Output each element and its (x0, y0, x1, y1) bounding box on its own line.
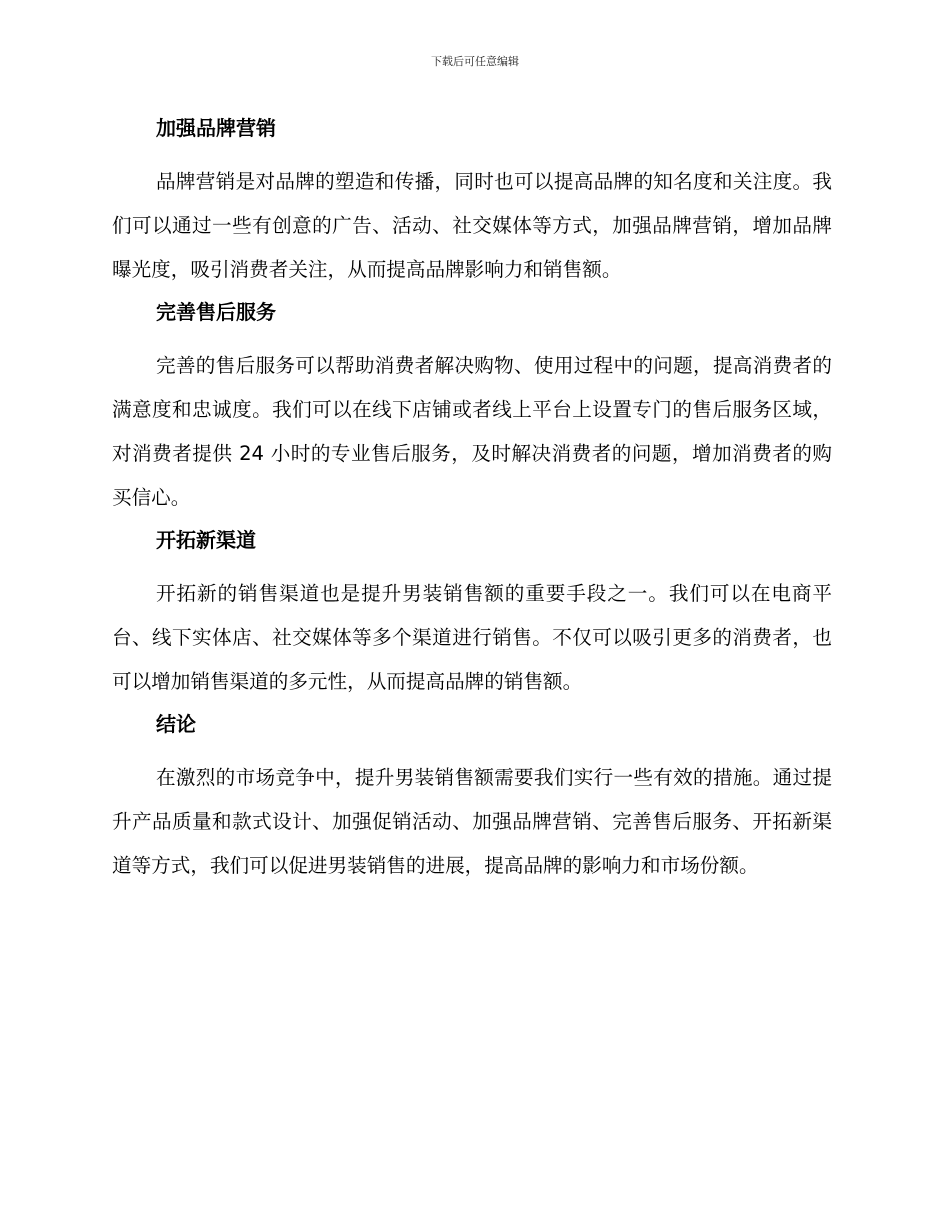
section-body-new-channels: 开拓新的销售渠道也是提升男装销售额的重要手段之一。我们可以在电商平台、线下实体店、社交媒体等多个渠道进行销售。不仅可以吸引更多的消费者，也可以增加销售渠道的多元性，从而提高品牌的销售额。 (112, 582, 832, 693)
section-body-brand-marketing: 品牌营销是对品牌的塑造和传播，同时也可以提高品牌的知名度和关注度。我们可以通过一些有创意的广告、活动、社交媒体等方式，加强品牌营销，增加品牌曝光度，吸引消费者关注，从而提高品牌影响力和销售额。 (112, 170, 832, 281)
section-heading-conclusion: 结论 (156, 712, 196, 736)
section-heading-brand-marketing: 加强品牌营销 (156, 116, 276, 140)
page-header: 下载后可任意编辑 (431, 55, 519, 68)
section-body-after-sales: 完善的售后服务可以帮助消费者解决购物、使用过程中的问题，提高消费者的满意度和忠诚度。我们可以在线下店铺或者线上平台上设置专门的售后服务区域，对消费者提供 24 小时的专业售后服务，及时解决消费者的问题，增加消费者的购买信心。 (112, 354, 832, 509)
section-body-conclusion: 在激烈的市场竞争中，提升男装销售额需要我们实行一些有效的措施。通过提升产品质量和款式设计、加强促销活动、加强品牌营销、完善售后服务、开拓新渠道等方式，我们可以促进男装销售的进展，提高品牌的影响力和市场份额。 (112, 766, 832, 877)
section-heading-new-channels: 开拓新渠道 (156, 528, 256, 552)
document-content (112, 110, 832, 888)
section-heading-after-sales: 完善售后服务 (156, 300, 276, 324)
